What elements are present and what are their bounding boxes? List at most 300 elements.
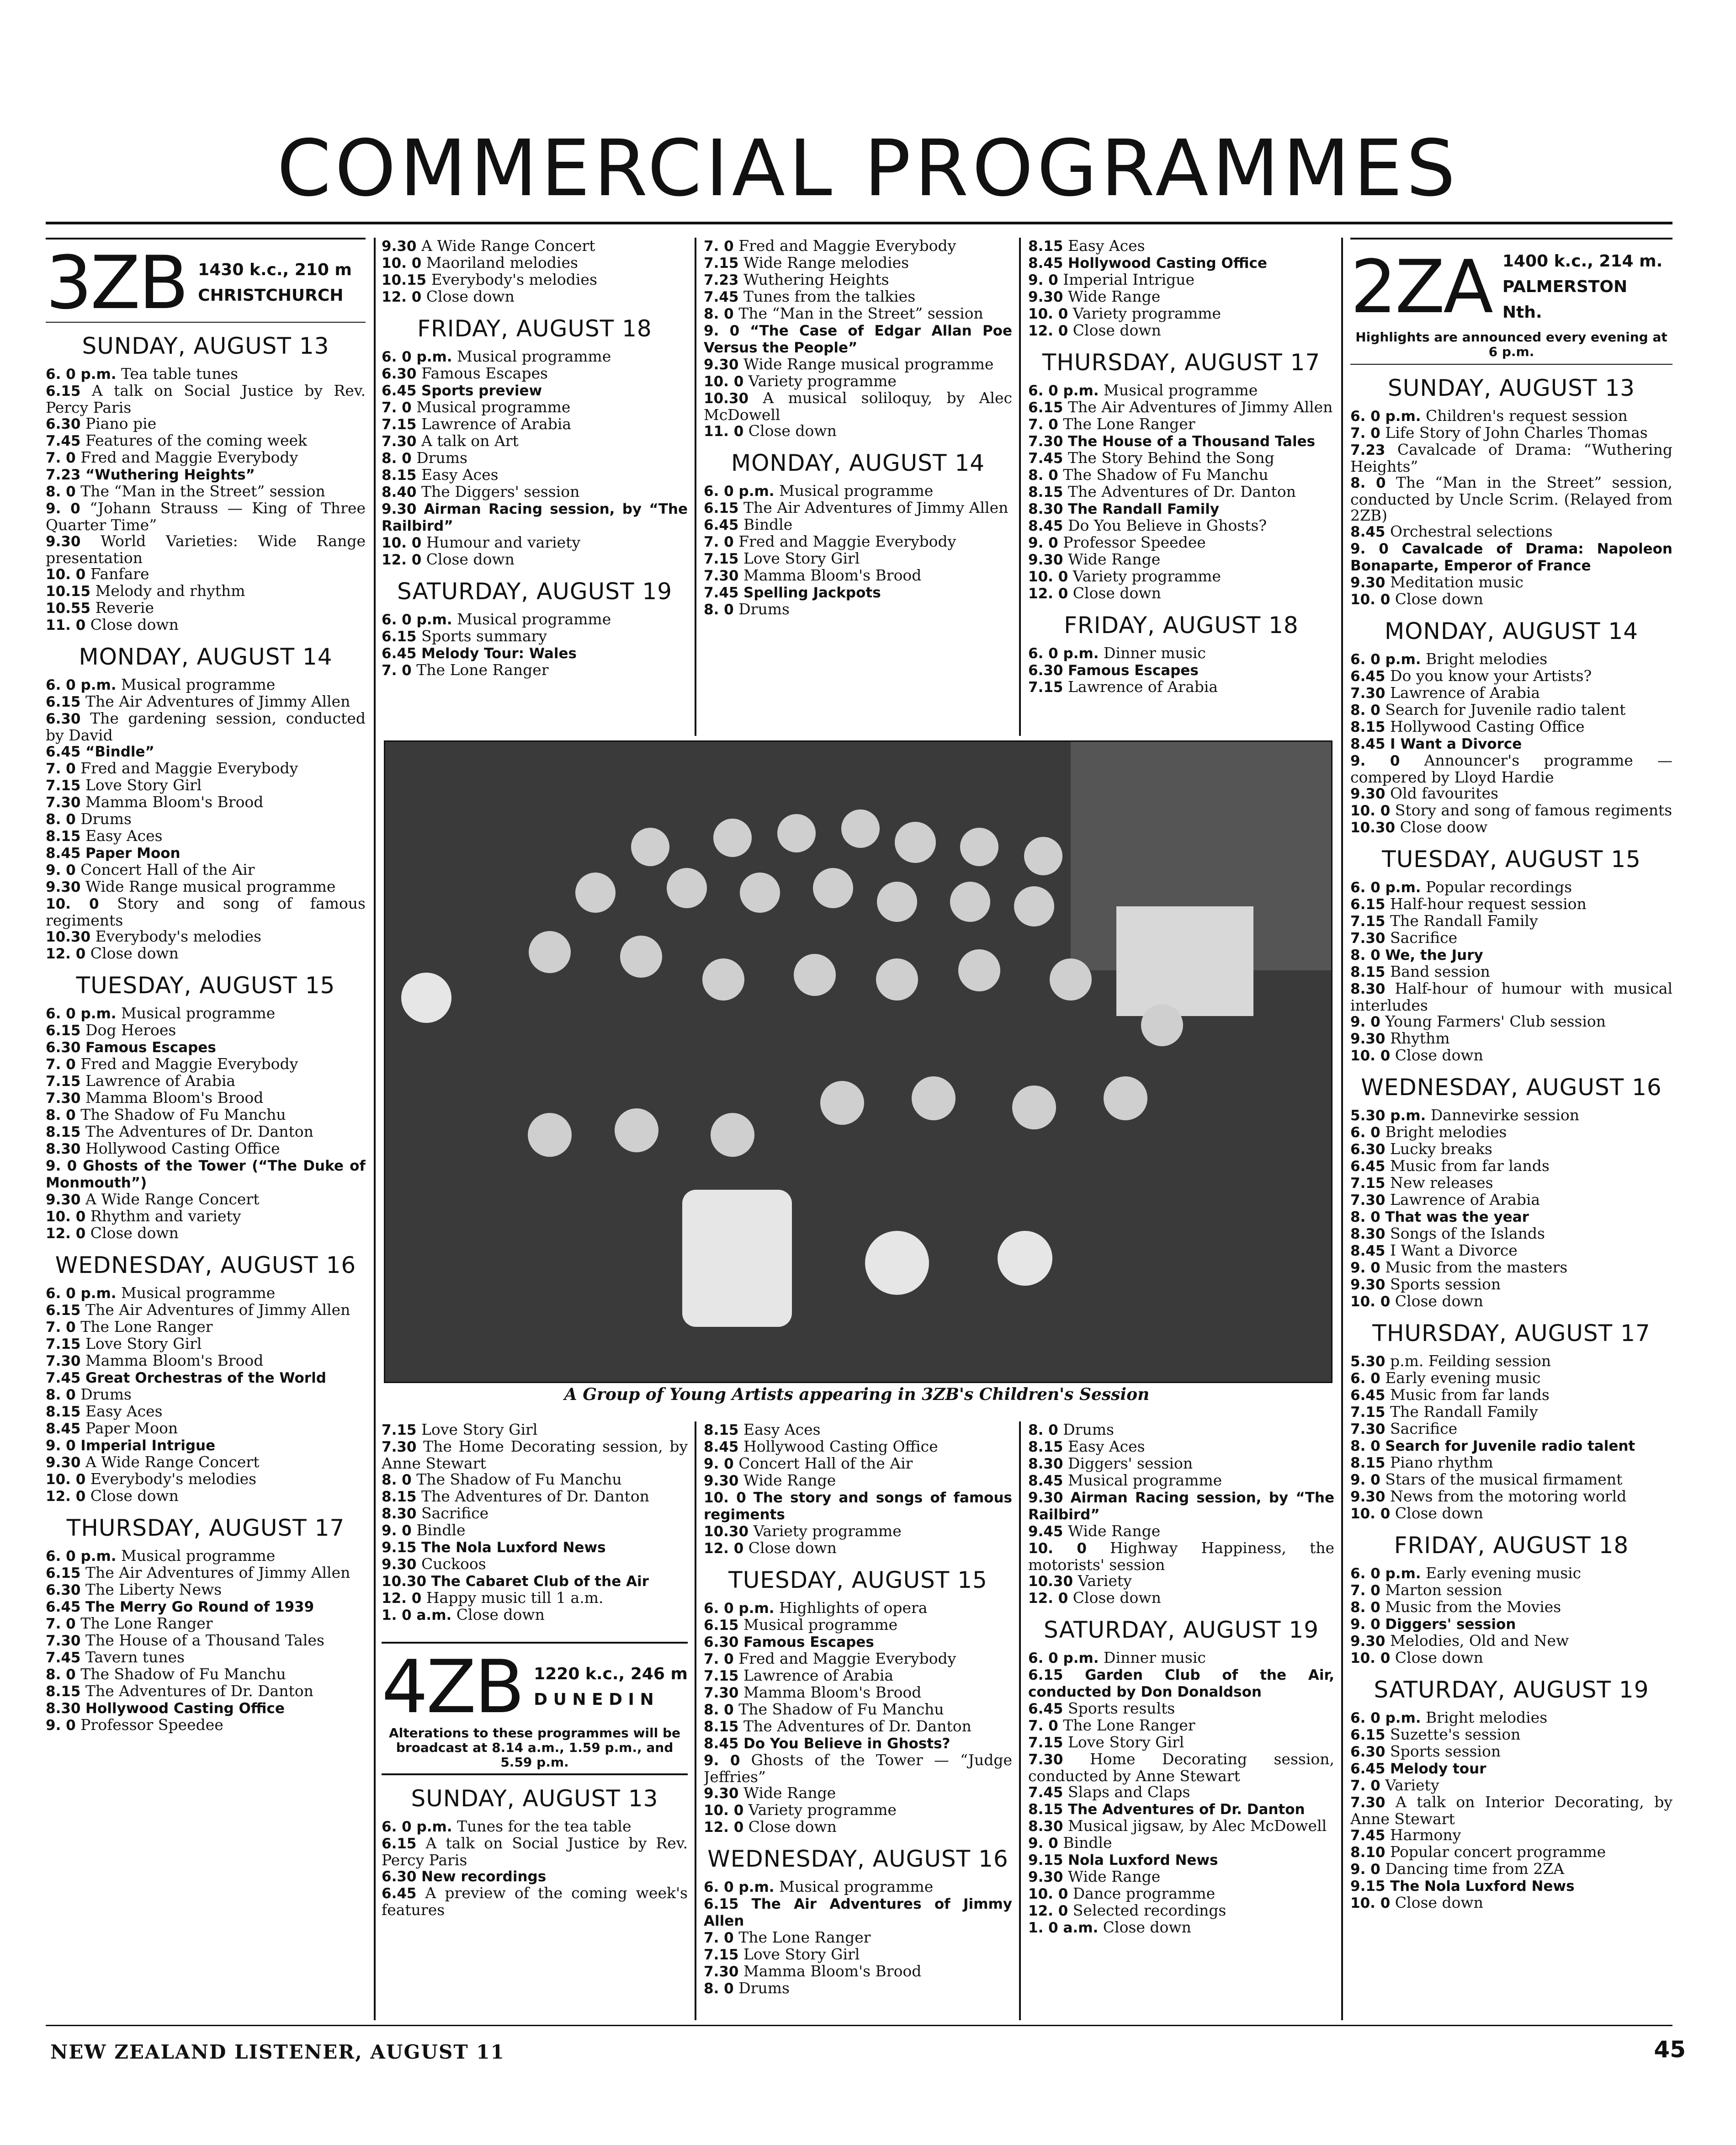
programme-title: Music from far lands (1390, 1386, 1550, 1404)
programme-title: Harmony (1390, 1826, 1461, 1844)
programme-row (1350, 1565, 1672, 1582)
programme-row (1350, 1192, 1672, 1208)
programme-row (1028, 433, 1334, 450)
programme-title: Imperial Intrigue (1063, 271, 1195, 288)
programme-title: Bright melodies (1385, 1123, 1507, 1141)
programme-title: Easy Aces (1068, 1437, 1145, 1455)
programme-row (1350, 1225, 1672, 1242)
programme-row (382, 1438, 688, 1471)
programme-time: 7.23 (1350, 442, 1386, 458)
programme-time: 7.15 (704, 1668, 739, 1684)
programme-title: Fanfare (90, 565, 149, 583)
programme-time: 9.30 (704, 1473, 739, 1489)
programme-title: The Home Decorating session, by Anne Stewart (382, 1437, 688, 1472)
programme-title: The Liberty News (85, 1581, 222, 1598)
programme-time: 7.15 (704, 255, 739, 271)
programme-row (704, 423, 1012, 440)
schedule-saturday (1350, 1677, 1672, 1911)
programme-row (704, 1634, 1012, 1650)
programme-row (1350, 752, 1672, 785)
programme-title: Variety programme (1072, 567, 1221, 585)
programme-time: 8. 0 (704, 601, 734, 618)
programme-row (1350, 651, 1672, 668)
programme-row (46, 1336, 366, 1352)
programme-row (46, 1352, 366, 1369)
programme-row (46, 1090, 366, 1107)
programme-time: 8. 0 (1028, 467, 1058, 484)
programme-title: The Air Adventures of Jimmy Allen (85, 692, 350, 710)
programme-title: Mamma Bloom's Brood (85, 1089, 264, 1107)
schedule-thursday (1350, 1320, 1672, 1522)
programme-row (1350, 1141, 1672, 1158)
programme-row (46, 1123, 366, 1140)
column-3-top (704, 238, 1012, 736)
programme-row (1350, 947, 1672, 963)
programme-time: 6.15 (382, 1836, 417, 1852)
programme-row (46, 895, 366, 928)
programme-time: 1. 0 a.m. (382, 1607, 452, 1623)
programme-time: 6.45 (382, 383, 417, 399)
programme-time: 8.15 (46, 828, 81, 845)
programme-title: p.m. Feilding session (1390, 1352, 1551, 1370)
day-heading: MONDAY, AUGUST 14 (731, 450, 985, 476)
programme-title: Tea table tunes (121, 365, 239, 383)
programme-row (704, 1895, 1012, 1929)
programme-time: 9. 0 (1028, 272, 1058, 288)
programme-title: Musical programme (457, 347, 611, 365)
programme-row (1350, 1370, 1672, 1387)
programme-row (1350, 685, 1672, 702)
programme-row (704, 584, 1012, 601)
programme-title: Melody and rhythm (95, 582, 245, 600)
programme-row (1028, 1455, 1334, 1472)
programme-time: 6.15 (46, 1565, 81, 1581)
column-divider (374, 238, 376, 2020)
programme-time: 8.45 (1028, 518, 1063, 534)
programme-title: “Johann Strauss — King of Three Quarter Time” (46, 499, 366, 534)
programme-time: 7. 0 (46, 1616, 76, 1632)
programme-title: Drums (738, 1979, 790, 1997)
programme-time: 7.30 (704, 1685, 739, 1701)
programme-time: 9. 0 (1350, 1260, 1380, 1276)
programme-row (704, 1946, 1012, 1963)
programme-title: Tavern tunes (85, 1648, 185, 1666)
programme-time: 9. 0 (46, 862, 76, 878)
programme-title: Everybody's melodies (90, 1470, 257, 1488)
programme-title: Close down (90, 944, 179, 962)
schedule-sunday (1350, 375, 1672, 608)
programme-time: 6. 0 p.m. (46, 1285, 117, 1302)
programme-time: 8.15 (1350, 719, 1386, 735)
programme-time: 7.30 (46, 1353, 81, 1369)
programme-title: Easy Aces (85, 827, 163, 845)
programme-title: Close down (1395, 1504, 1483, 1522)
programme-row (1028, 1734, 1334, 1751)
group-photo-image (385, 742, 1331, 1382)
programme-row (382, 1573, 688, 1590)
programme-row (46, 928, 366, 945)
programme-time: 6. 0 p.m. (46, 1548, 117, 1565)
programme-row (46, 483, 366, 500)
group-photo (384, 740, 1333, 1383)
programme-row (1028, 645, 1334, 662)
programme-row (704, 1421, 1012, 1438)
programme-row (1350, 540, 1672, 574)
programme-title: Fred and Maggie Everybody (738, 532, 956, 550)
programme-row (382, 416, 688, 433)
programme-time: 8.15 (382, 1489, 417, 1505)
programme-title: Close down (1103, 1918, 1191, 1936)
programme-row (46, 600, 366, 617)
programme-title: Close down (90, 616, 179, 633)
programme-time: 10.30 (46, 929, 91, 945)
programme-title: Orchestral selections (1390, 522, 1553, 540)
programme-time: 6.45 (1350, 1158, 1386, 1175)
programme-row (704, 356, 1012, 373)
programme-time: 6.15 (1028, 1667, 1063, 1683)
programme-title: Features of the coming week (85, 431, 308, 449)
programme-title: Announcer's programme — compered by Lloyd Hardie (1350, 751, 1672, 786)
programme-time: 10. 0 (1028, 306, 1068, 322)
programme-time: 9.30 (382, 238, 417, 255)
programme-row (46, 1649, 366, 1666)
programme-row (704, 1650, 1012, 1667)
programme-row (704, 1455, 1012, 1472)
programme-time: 8. 0 (1350, 1599, 1380, 1616)
programme-row (1350, 523, 1672, 540)
programme-title: Piano pie (85, 415, 157, 432)
programme-title: Sports preview (421, 383, 542, 399)
programme-time: 7.15 (704, 551, 739, 567)
programme-time: 8. 0 (46, 484, 76, 500)
schedule-sunday (46, 333, 366, 633)
day-heading: SATURDAY, AUGUST 19 (397, 578, 673, 605)
programme-title: Variety (1078, 1572, 1132, 1590)
programme-title: Cuckoos (421, 1555, 486, 1573)
programme-row (46, 1471, 366, 1488)
programme-title: The Adventures of Dr. Danton (421, 1487, 649, 1505)
programme-title: Fred and Maggie Everybody (80, 1055, 298, 1073)
programme-time: 10. 0 (46, 896, 99, 912)
programme-title: Home Decorating session, conducted by Anne Stewart (1028, 1750, 1334, 1785)
programme-title: The Lone Ranger (416, 661, 549, 679)
programme-row (46, 533, 366, 566)
schedule-thursday (1028, 349, 1334, 602)
programme-time: 9.30 (1028, 1490, 1063, 1506)
programme-time: 7.15 (1028, 679, 1063, 696)
programme-row (382, 1421, 688, 1438)
programme-row (382, 1505, 688, 1522)
programme-time: 8.45 (704, 1439, 739, 1455)
programme-row (704, 1980, 1012, 1997)
programme-row (382, 348, 688, 365)
programme-row (1350, 1387, 1672, 1404)
programme-title: Wide Range musical programme (743, 355, 994, 373)
programme-title: The Shadow of Fu Manchu (1063, 466, 1269, 484)
programme-title: Paper Moon (85, 845, 181, 862)
programme-row (1350, 980, 1672, 1013)
programme-title: Concert Hall of the Air (738, 1454, 913, 1472)
programme-title: Rhythm and variety (90, 1207, 241, 1225)
programme-row (46, 1666, 366, 1683)
station-city: PALMERSTON Nth. (1502, 277, 1628, 322)
programme-title: The Air Adventures of Jimmy Allen (1068, 398, 1333, 416)
programme-row (704, 1785, 1012, 1802)
programme-row (1350, 1844, 1672, 1861)
schedule-friday (382, 315, 688, 568)
programme-row (704, 1752, 1012, 1785)
programme-time: 10. 0 (1350, 1650, 1391, 1666)
page-title: COMMERCIAL PROGRAMMES (276, 123, 1460, 214)
programme-title: Musical programme (779, 1878, 934, 1895)
programme-row (1028, 1421, 1334, 1438)
programme-time: 9.30 (1350, 1633, 1386, 1650)
column-4-top (1028, 238, 1334, 736)
programme-title: Band session (1390, 963, 1490, 980)
programme-time: 6. 0 p.m. (704, 483, 775, 500)
programme-time: 12. 0 (46, 1488, 86, 1505)
programme-time: 7. 0 (704, 1651, 734, 1667)
programme-title: The “Man in the Street” session (738, 304, 983, 322)
programme-row (46, 1140, 366, 1157)
programme-row (704, 1489, 1012, 1523)
programme-title: Lawrence of Arabia (743, 1666, 894, 1684)
column-3-bottom (704, 1421, 1012, 2025)
programme-title: The Cabaret Club of the Air (431, 1573, 649, 1590)
column-3zb (46, 238, 366, 2029)
programme-title: Highlights of opera (779, 1599, 928, 1617)
programme-row (1028, 484, 1334, 500)
programme-time: 7. 0 (46, 761, 76, 777)
programme-title: Story and song of famous regiments (46, 894, 366, 929)
programme-title: Close down (1072, 584, 1161, 602)
programme-row (46, 1056, 366, 1073)
programme-title: A talk on Art (421, 432, 519, 450)
programme-row (1028, 1751, 1334, 1784)
programme-time: 10.15 (46, 583, 91, 600)
programme-time: 9. 0 (46, 500, 80, 517)
programme-time: 9. 0 (1350, 1616, 1380, 1633)
programme-time: 7. 0 (46, 450, 76, 466)
programme-time: 10.30 (382, 1573, 427, 1590)
programme-title: Suzette's session (1390, 1725, 1521, 1743)
programme-time: 9. 0 (1350, 1861, 1380, 1878)
programme-title: The “Man in the Street” session (80, 482, 325, 500)
programme-time: 9.30 (46, 1192, 81, 1208)
footer-publication: NEW ZEALAND LISTENER, AUGUST 11 (50, 2041, 505, 2063)
programme-time: 7.23 (46, 467, 81, 483)
programme-title: Everybody's melodies (95, 927, 261, 945)
programme-title: Professor Speedee (1063, 533, 1206, 551)
programme-row (704, 1819, 1012, 1836)
programme-time: 7. 0 (382, 662, 412, 679)
programme-time: 7.30 (1028, 433, 1063, 450)
programme-row (1350, 1582, 1672, 1599)
programme-row (46, 1565, 366, 1581)
programme-time: 7.45 (704, 289, 739, 305)
programme-title: Do You Believe in Ghosts? (743, 1735, 950, 1752)
programme-time: 7. 0 (1028, 1718, 1058, 1734)
programme-time: 10. 0 (704, 1490, 746, 1506)
programme-time: 7.30 (1028, 1751, 1063, 1768)
programme-time: 9.15 (382, 1539, 417, 1556)
programme-row (1028, 1818, 1334, 1835)
programme-title: Rhythm (1390, 1029, 1450, 1047)
programme-title: The Randall Family (1068, 501, 1220, 517)
programme-time: 9.30 (704, 357, 739, 373)
programme-title: Bindle (1063, 1834, 1112, 1852)
programme-title: The Air Adventures of Jimmy Allen (85, 1301, 350, 1319)
programme-row (1028, 1784, 1334, 1801)
programme-row (46, 1717, 366, 1734)
programme-row (1350, 1047, 1672, 1064)
programme-row (46, 1700, 366, 1717)
programme-row (46, 794, 366, 811)
programme-title: Airman Racing session, by “The Railbird” (1028, 1490, 1334, 1523)
programme-time: 9. 0 (46, 1437, 76, 1454)
programme-time: 7. 0 (1350, 1582, 1380, 1599)
programme-time: 9. 0 (1350, 753, 1400, 769)
programme-time: 9. 0 (1028, 535, 1058, 551)
programme-row (704, 1718, 1012, 1735)
programme-title: Bindle (416, 1521, 466, 1539)
programme-title: Sports session (1390, 1275, 1501, 1293)
programme-row (46, 777, 366, 794)
programme-row (46, 862, 366, 878)
programme-title: Wide Range (1068, 1868, 1161, 1885)
programme-time: 9.30 (1028, 289, 1063, 305)
programme-row (1350, 1616, 1672, 1633)
programme-row (1350, 1353, 1672, 1370)
programme-title: Tunes for the tea table (457, 1817, 632, 1835)
programme-title: Close down (1395, 590, 1483, 608)
programme-time: 6. 0 p.m. (382, 1819, 452, 1835)
day-heading: WEDNESDAY, AUGUST 16 (55, 1252, 356, 1278)
programme-title: Lawrence of Arabia (1390, 1191, 1540, 1208)
programme-title: Do you know your Artists? (1390, 667, 1592, 685)
programme-time: 7.45 (1028, 450, 1063, 467)
programme-title: “The Case of Edgar Allan Poe Versus the People” (704, 323, 1012, 356)
programme-title: The Air Adventures of Jimmy Allen (704, 1896, 1012, 1929)
column-4-bottom (1028, 1421, 1334, 2025)
programme-row (704, 550, 1012, 567)
programme-title: Close down (1395, 1046, 1483, 1064)
programme-title: Sports session (1390, 1742, 1501, 1760)
programme-row (1028, 568, 1334, 585)
programme-row (382, 500, 688, 534)
programme-title: Hollywood Casting Office (1068, 255, 1267, 271)
programme-title: The Air Adventures of Jimmy Allen (85, 1564, 350, 1581)
programme-title: Meditation music (1390, 573, 1524, 591)
programme-row (1028, 1852, 1334, 1868)
programme-row (704, 288, 1012, 305)
programme-time: 1. 0 a.m. (1028, 1920, 1099, 1936)
programme-title: Piano rhythm (1390, 1453, 1493, 1471)
programme-title: Mamma Bloom's Brood (743, 566, 922, 584)
programme-title: Popular recordings (1426, 878, 1572, 896)
programme-row (382, 365, 688, 382)
day-heading: MONDAY, AUGUST 14 (1384, 618, 1639, 644)
programme-row (382, 484, 688, 500)
programme-time: 6.15 (704, 500, 739, 516)
programme-time: 9. 0 (46, 1717, 76, 1734)
day-heading: THURSDAY, AUGUST 17 (1042, 349, 1321, 376)
programme-row (704, 1540, 1012, 1557)
programme-row (46, 466, 366, 483)
programme-time: 7.30 (1350, 930, 1386, 947)
programme-row (46, 743, 366, 760)
programme-time: 9.30 (1350, 575, 1386, 591)
programme-row (704, 1929, 1012, 1946)
programme-time: 9.30 (46, 879, 81, 895)
programme-time: 10.15 (382, 272, 427, 288)
programme-row (46, 383, 366, 415)
programme-row (382, 645, 688, 662)
day-heading: FRIDAY, AUGUST 18 (417, 315, 652, 342)
column-divider (1019, 238, 1021, 736)
schedule-friday (1350, 1532, 1672, 1666)
programme-title: A talk on Social Justice by Rev. Percy Paris (382, 1834, 688, 1869)
programme-time: 10. 0 (704, 373, 744, 390)
programme-title: Lawrence of Arabia (1390, 684, 1540, 702)
programme-row (46, 811, 366, 828)
programme-row (704, 271, 1012, 288)
programme-time: 10. 0 (46, 1208, 86, 1225)
programme-row (704, 1963, 1012, 1980)
programme-title: A talk on Social Justice by Rev. Percy Paris (46, 382, 366, 416)
programme-time: 7. 0 (704, 238, 734, 255)
programme-time: 8.45 (1350, 524, 1386, 540)
programme-time: 7.30 (704, 1964, 739, 1980)
programme-title: The Nola Luxford News (1390, 1878, 1575, 1895)
programme-title: Variety programme (1072, 304, 1221, 322)
programme-row (1350, 802, 1672, 819)
programme-row (1350, 1276, 1672, 1293)
programme-title: Mamma Bloom's Brood (743, 1683, 922, 1701)
station-frequency: 1220 k.c., 246 m (534, 1665, 688, 1683)
day-heading: SATURDAY, AUGUST 19 (1043, 1617, 1319, 1643)
day-heading: TUESDAY, AUGUST 15 (76, 972, 335, 999)
programme-title: Mamma Bloom's Brood (85, 793, 264, 811)
programme-time: 7.15 (46, 1336, 81, 1352)
programme-row (1350, 1107, 1672, 1124)
programme-title: A preview of the coming week's features (382, 1884, 688, 1919)
programme-title: Close down (748, 1818, 837, 1836)
programme-title: Famous Escapes (85, 1039, 216, 1056)
programme-row (704, 1472, 1012, 1489)
programme-row (46, 1107, 366, 1123)
programme-title: Close down (748, 422, 837, 440)
programme-title: Old favourites (1390, 784, 1498, 802)
programme-time: 8.30 (46, 1141, 81, 1157)
programme-row (46, 1632, 366, 1649)
programme-title: Dance programme (1072, 1884, 1216, 1902)
programme-time: 7.30 (1350, 1192, 1386, 1208)
programme-time: 6.30 (1350, 1141, 1386, 1158)
programme-time: 8.10 (1350, 1844, 1386, 1861)
programme-row (1028, 467, 1334, 484)
programme-time: 9.30 (704, 1785, 739, 1802)
programme-row (382, 662, 688, 679)
programme-row (1350, 442, 1672, 474)
programme-title: That was the year (1385, 1209, 1529, 1225)
programme-time: 8. 0 (1350, 475, 1386, 491)
programme-row (46, 760, 366, 777)
programme-title: The Adventures of Dr. Danton (743, 1717, 972, 1735)
programme-title: Drums (738, 600, 790, 618)
programme-title: Variety (1385, 1776, 1439, 1794)
programme-time: 6.30 (1028, 662, 1063, 679)
